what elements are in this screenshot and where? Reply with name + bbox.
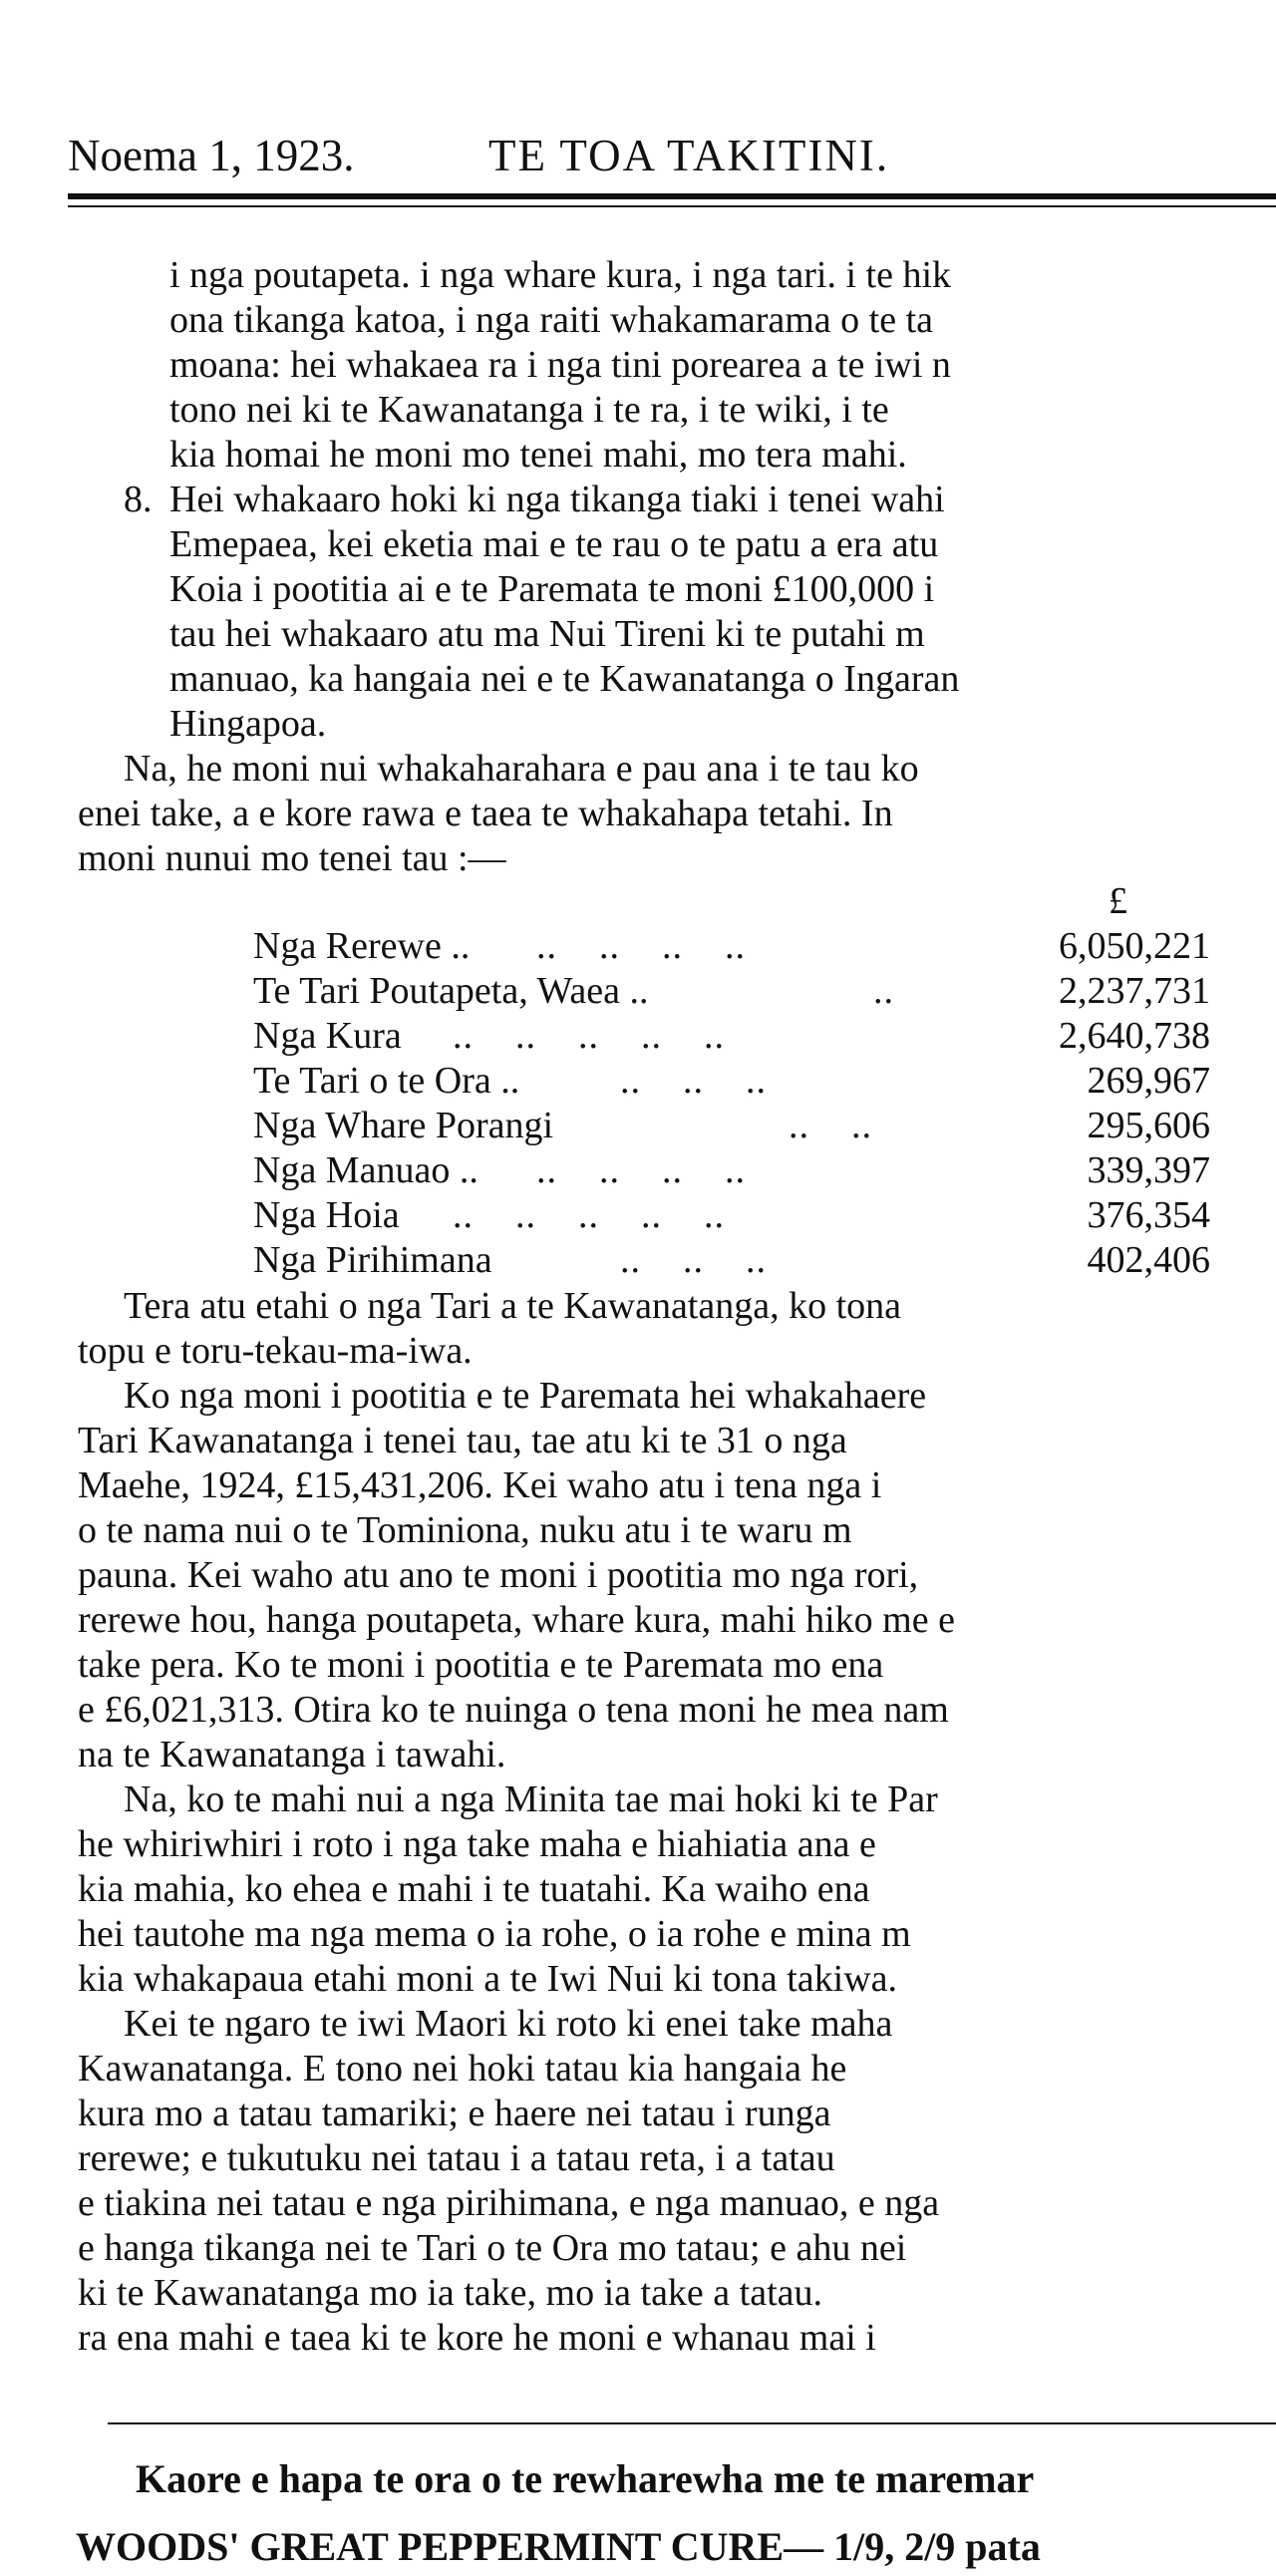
table-row — [253, 969, 1210, 1014]
table-value: 2,640,738 — [1059, 1015, 1210, 1057]
table-label: Nga Whare Porangi — [253, 1105, 554, 1146]
currency-symbol: £ — [1109, 880, 1127, 922]
text-line: he whiriwhiri i roto i nga take maha e hiahiatia ana e — [78, 1823, 876, 1865]
text-line: kia homai he moni mo tenei mahi, mo tera mahi. — [169, 434, 907, 476]
text-line: ra ena mahi e taea ki te kore he moni e whanau mai i — [78, 2317, 876, 2359]
table-row — [253, 1148, 1210, 1193]
text-line: na te Kawanatanga i tawahi. — [78, 1734, 506, 1775]
table-label: Te Tari o te Ora .. — [253, 1060, 520, 1102]
table-row — [253, 1014, 1210, 1059]
table-leader-dots: .. .. — [789, 1105, 872, 1146]
header-title: TE TOA TAKITINI. — [488, 131, 890, 180]
table-label: Nga Manuao .. — [253, 1149, 478, 1191]
text-line: o te nama nui o te Tominiona, nuku atu i te waru m — [78, 1509, 852, 1551]
text-line: Hei whakaaro hoki ki nga tikanga tiaki i tenei wahi — [169, 479, 945, 520]
text-line: moni nunui mo tenei tau :— — [78, 837, 506, 879]
text-line: Ko nga moni i pootitia e te Paremata hei whakahaere — [124, 1375, 927, 1417]
table-leader-dots: .. .. .. — [620, 1060, 767, 1102]
header-date: Noema 1, 1923. — [68, 131, 355, 180]
text-line: Kei te ngaro te iwi Maori ki roto ki enei take maha — [124, 2003, 893, 2045]
text-line: Emepaea, kei eketia mai e te rau o te patu a era atu — [169, 523, 939, 565]
table-leader-dots: .. .. .. — [620, 1239, 767, 1281]
table-value: 269,967 — [1087, 1060, 1210, 1102]
text-line: rerewe hou, hanga poutapeta, whare kura, mahi hiko me e — [78, 1599, 955, 1641]
table-value: 2,237,731 — [1059, 970, 1210, 1012]
item-number: 8. — [124, 479, 153, 520]
text-line: ona tikanga katoa, i nga raiti whakamarama o te ta — [169, 299, 934, 341]
text-line: kura mo a tatau tamariki; e haere nei tatau i runga — [78, 2093, 831, 2134]
table-row — [253, 1104, 1210, 1148]
text-line: ki te Kawanatanga mo ia take, mo ia take a tatau. — [78, 2272, 823, 2314]
text-line: Maehe, 1924, £15,431,206. Kei waho atu i tena nga i — [78, 1464, 882, 1506]
text-line: moana: hei whakaea ra i nga tini porearea a te iwi n — [169, 344, 951, 386]
table-label: Nga Rerewe .. — [253, 925, 471, 967]
table-row — [253, 1193, 1210, 1238]
text-line: e tiakina nei tatau e nga pirihimana, e nga manuao, e nga — [78, 2182, 940, 2224]
text-line: kia whakapaua etahi moni a te Iwi Nui ki tona takiwa. — [78, 1958, 898, 2000]
table-row — [253, 924, 1210, 969]
text-line: e £6,021,313. Otira ko te nuinga o tena moni he mea nam — [78, 1689, 949, 1731]
text-line: Kawanatanga. E tono nei hoki tatau kia hangaia he — [78, 2048, 847, 2090]
text-line: pauna. Kei waho atu ano te moni i pootitia mo nga rori, — [78, 1554, 919, 1596]
table-label: Nga Pirihimana — [253, 1239, 492, 1281]
table-value: 402,406 — [1087, 1239, 1210, 1281]
text-line: Tari Kawanatanga i tenei tau, tae atu ki te 31 o nga — [78, 1420, 847, 1461]
header-rule-thin — [68, 205, 1276, 207]
table-value: 295,606 — [1087, 1105, 1210, 1146]
text-line: tau hei whakaaro atu ma Nui Tireni ki te putahi m — [169, 613, 925, 655]
text-line: Na, he moni nui whakaharahara e pau ana i te tau ko — [124, 748, 919, 790]
text-line: Na, ko te mahi nui a nga Minita tae mai hoki ki te Par — [124, 1778, 938, 1820]
text-line: take pera. Ko te moni i pootitia e te Paremata mo ena — [78, 1644, 884, 1686]
table-label: Nga Kura — [253, 1015, 402, 1057]
table-leader-dots: .. .. .. .. .. — [453, 1015, 725, 1057]
table-leader-dots: .. — [873, 970, 894, 1012]
text-line: enei take, a e kore rawa e taea te whakahapa tetahi. In — [78, 793, 893, 834]
table-row — [253, 1059, 1210, 1104]
table-leader-dots: .. .. .. .. .. — [453, 1194, 725, 1236]
text-line: hei tautohe ma nga mema o ia rohe, o ia rohe e mina m — [78, 1913, 911, 1955]
text-line: manuao, ka hangaia nei e te Kawanatanga o Ingaran — [169, 658, 960, 700]
table-value: 339,397 — [1087, 1149, 1210, 1191]
text-line: rerewe; e tukutuku nei tatau i a tatau reta, i a tatau — [78, 2137, 835, 2179]
table-value: 6,050,221 — [1059, 925, 1210, 967]
table-label: Nga Hoia — [253, 1194, 400, 1236]
table-leader-dots: .. .. .. .. — [536, 1149, 746, 1191]
table-label: Te Tari Poutapeta, Waea .. — [253, 970, 649, 1012]
header-rule-thick — [68, 193, 1276, 199]
advert-line-1: Kaore e hapa te ora o te rewharewha me te maremar — [136, 2456, 1035, 2501]
text-line: kia mahia, ko ehea e mahi i te tuatahi. Ka waiho ena — [78, 1868, 870, 1910]
text-line: Koia i pootitia ai e te Paremata te moni £100,000 i — [169, 568, 935, 610]
footer-rule — [108, 2422, 1276, 2424]
text-line: tono nei ki te Kawanatanga i te ra, i te wiki, i te — [169, 389, 889, 431]
table-value: 376,354 — [1087, 1194, 1210, 1236]
text-line: Hingapoa. — [169, 703, 327, 745]
text-line: Tera atu etahi o nga Tari a te Kawanatanga, ko tona — [124, 1285, 902, 1327]
advert-line-2: WOODS' GREAT PEPPERMINT CURE— 1/9, 2/9 pata — [76, 2524, 1041, 2569]
text-line: topu e toru-tekau-ma-iwa. — [78, 1330, 473, 1372]
table-row — [253, 1238, 1210, 1283]
text-line: e hanga tikanga nei te Tari o te Ora mo tatau; e ahu nei — [78, 2227, 907, 2269]
text-line: i nga poutapeta. i nga whare kura, i nga tari. i te hik — [169, 254, 952, 296]
table-leader-dots: .. .. .. .. — [536, 925, 746, 967]
